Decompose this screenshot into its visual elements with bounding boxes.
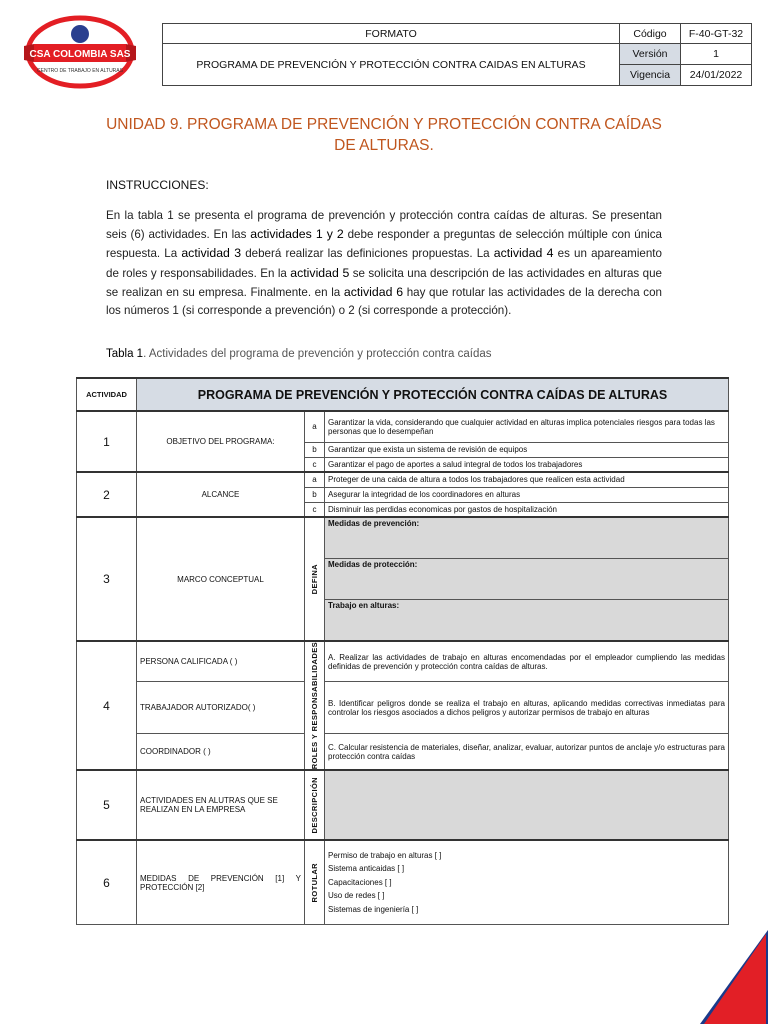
row1-label: OBJETIVO DEL PROGRAMA: [137, 411, 305, 472]
role-coordinador[interactable]: COORDINADOR ( ) [137, 734, 305, 771]
codigo-value: F-40-GT-32 [681, 24, 752, 44]
codigo-label: Código [620, 24, 681, 44]
responsibility-c: C. Calcular resistencia de materiales, diseñar, analizar, evaluar, autorizar puntos de anclaje y/o estructuras para protección contra caídas [325, 734, 729, 771]
header-programa: PROGRAMA DE PREVENCIÓN Y PROTECCIÓN CONTRA CAIDAS EN ALTURAS [163, 44, 620, 86]
label-item-redes[interactable]: Uso de redes [ ] [328, 891, 385, 901]
label-item-permiso[interactable]: Permiso de trabajo en alturas [ ] [328, 850, 442, 860]
svg-text:CSA COLOMBIA SAS: CSA COLOMBIA SAS [29, 49, 131, 60]
vigencia-label: Vigencia [620, 65, 681, 86]
version-value: 1 [681, 44, 752, 65]
header-formato: FORMATO [163, 24, 620, 44]
company-logo [22, 14, 138, 90]
vigencia-value: 24/01/2022 [681, 65, 752, 86]
instructions-paragraph: En la tabla 1 se presenta el programa de prevención y protección contra caídas de alturas. Se presentan seis (6) actividades. En las actividades 1 y 2 debe responder a preguntas de selección múltiple con única respuesta. La actividad 3 deberá realizar las definiciones propuestas. La actividad 4 es un apareamiento de roles y responsabilidades. En la actividad 5 se solicita una descripción de las actividades en alturas que se realizan en su empresa. Finalmente. en la actividad 6 hay que rotular las actividades de la derecha con los números 1 (si corresponde a prevención) o 2 (si corresponde a protección). [106, 209, 662, 318]
row5-label: ACTIVIDADES EN ALUTRAS QUE SE REALIZAN EN LA EMPRESA [137, 770, 305, 840]
row6-number: 6 [77, 840, 137, 924]
svg-text:CENTRO DE TRABAJO EN ALTURAS: CENTRO DE TRABAJO EN ALTURAS [37, 68, 123, 74]
row6-vertical-label: ROTULAR [310, 862, 319, 903]
row1-opt-c-letter: c [305, 457, 325, 472]
row2-opt-b[interactable]: Asegurar la integridad de los coordinadores en alturas [325, 487, 729, 502]
row1-opt-a-letter: a [305, 411, 325, 442]
row2-opt-c-letter: c [305, 502, 325, 517]
company-activities-description[interactable] [325, 770, 729, 840]
row3-number: 3 [77, 517, 137, 641]
row2-opt-a[interactable]: Proteger de una caida de altura a todos los trabajadores que realicen esta actividad [325, 472, 729, 487]
table-caption: Tabla 1. Actividades del programa de prevención y protección contra caídas [106, 348, 492, 360]
row1-number: 1 [77, 411, 137, 472]
row1-opt-a[interactable]: Garantizar la vida, considerando que cualquier actividad en alturas implica potenciales riesgos para todas las personas que lo desempeñan [325, 411, 729, 442]
definition-work-at-heights[interactable]: Trabajo en alturas: [325, 599, 729, 641]
row2-number: 2 [77, 472, 137, 517]
row5-number: 5 [77, 770, 137, 840]
version-label: Versión [620, 44, 681, 65]
row2-opt-b-letter: b [305, 487, 325, 502]
role-trabajador-autorizado[interactable]: TRABAJADOR AUTORIZADO( ) [137, 682, 305, 734]
label-item-capacitaciones[interactable]: Capacitaciones [ ] [328, 877, 392, 887]
row3-label: MARCO CONCEPTUAL [137, 517, 305, 641]
responsibility-b: B. Identificar peligros donde se realiza el trabajo en alturas, aplicando medidas correctivas inmediatas para controlar los riesgos asociados a dichos peligros y autorizar permisos de trabajo en alturas [325, 682, 729, 734]
definition-protection[interactable]: Medidas de protección: [325, 558, 729, 599]
row1-opt-b-letter: b [305, 442, 325, 457]
row1-opt-b[interactable]: Garantizar que exista un sistema de revisión de equipos [325, 442, 729, 457]
definition-prevention[interactable]: Medidas de prevención: [325, 517, 729, 558]
row6-label: MEDIDAS DE PREVENCIÓN [1] Y PROTECCIÓN [2] [137, 840, 305, 924]
row1-opt-c[interactable]: Garantizar el pago de aportes a salud integral de todos los trabajadores [325, 457, 729, 472]
program-table [76, 377, 729, 925]
row4-number: 4 [77, 641, 137, 770]
row2-opt-c[interactable]: Disminuir las perdidas economicas por gastos de hospitalización [325, 502, 729, 517]
row4-vertical-label: ROLES Y RESPONSABILIDADES [310, 642, 319, 770]
unit-title: UNIDAD 9. PROGRAMA DE PREVENCIÓN Y PROTECCIÓN CONTRA CAÍDAS DE ALTURAS. [106, 116, 662, 154]
col-actividad: ACTIVIDAD [77, 378, 137, 411]
table-header: PROGRAMA DE PREVENCIÓN Y PROTECCIÓN CONTRA CAÍDAS DE ALTURAS [137, 378, 729, 411]
row2-label: ALCANCE [137, 472, 305, 517]
instructions-heading: INSTRUCCIONES: [106, 178, 209, 192]
corner-triangle-decoration [700, 930, 768, 1024]
label-item-ingenieria[interactable]: Sistemas de ingeniería [ ] [328, 904, 419, 914]
role-persona-calificada[interactable]: PERSONA CALIFICADA ( ) [137, 641, 305, 682]
row2-opt-a-letter: a [305, 472, 325, 487]
responsibility-a: A. Realizar las actividades de trabajo en alturas encomendadas por el empleador cumpliendo las medidas definidas de prevención y protección contra caídas de alturas. [325, 641, 729, 682]
label-item-anticaidas[interactable]: Sistema anticaidas [ ] [328, 864, 405, 874]
document-header [162, 23, 752, 86]
row5-vertical-label: DESCRIPCIÓN [310, 777, 319, 834]
row3-vertical-label: DEFINA [310, 563, 319, 595]
